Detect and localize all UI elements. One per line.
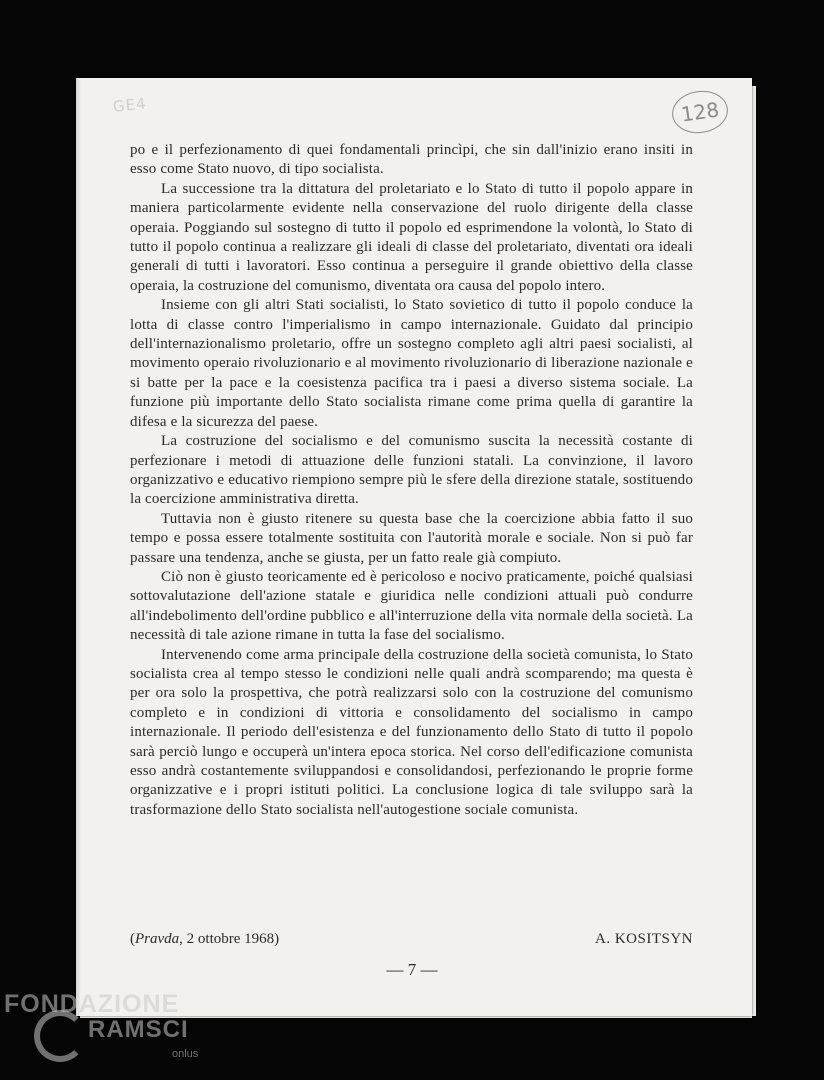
paragraph: Ciò non è giusto teoricamente ed è pericoloso e nocivo praticamente, poiché qualsiasi sottovalutazione dell'azione statale e giuridica nelle condizioni attuali può condurre all'indebolimento dell'ordine pubblico e all'interruzione della vita normale della società. La necessità di tale azione rimane in tutta la fase del socialismo. (130, 568, 693, 644)
pencil-annotation: GE4 (112, 94, 148, 116)
source-date: , 2 ottobre 1968) (179, 931, 280, 947)
watermark-logo (0, 990, 220, 1080)
source-citation (130, 931, 279, 948)
watermark-line2: RAMSCI (88, 1016, 189, 1043)
archive-page-stamp: 128 (669, 87, 730, 136)
page-number: — 7 — (386, 960, 438, 979)
article-footer (130, 931, 693, 953)
watermark-line3: onlus (172, 1048, 199, 1060)
watermark-line1: FONDAZIONE (4, 990, 180, 1018)
watermark-g-icon (34, 1010, 86, 1062)
source-open-paren: ( (130, 931, 135, 947)
paragraph: La successione tra la dittatura del proletariato e lo Stato di tutto il popolo appare in maniera particolarmente evidente nella conservazione del ruolo dirigente della classe operaia. Poggiando sul sostegno di tutto il popolo ed esprimendone la volontà, lo Stato di tutto il popolo continua a realizzare gli ideali di classe del proletariato, diventati ora ideali generali di tutti i lavoratori. Esso continua a perseguire il grande obiettivo della classe operaia, la costruzione del comunismo, diventata ora causa del popolo intero. (130, 180, 693, 294)
source-title: Pravda (135, 931, 180, 947)
paragraph: Tuttavia non è giusto ritenere su questa base che la coercizione abbia fatto il suo tempo e possa essere totalmente sostituita con l'autorità morale e sociale. Non si può far passare una tendenza, anche se giusta, per un fatto reale già compiuto. (130, 510, 693, 566)
paragraph: Intervenendo come arma principale della costruzione della società comunista, lo Stato socialista crea al tempo stesso le condizioni nelle quali andrà scomparendo; ma questa è per ora solo la prospettiva, che potrà realizzarsi solo con la costruzione del comunismo completo e in condizioni di vittoria e consolidamento del socialismo in campo internazionale. Il periodo dell'esistenza e del funzionamento dello Stato di tutto il popolo sarà perciò lungo e occuperà un'intera epoca storica. Nel corso dell'edificazione comunista esso andrà costantemente sviluppandosi e consolidandosi, perfezionando le proprie forme organizzative e i propri istituti politici. La conclusione logica di tale sviluppo sarà la trasformazione dello Stato socialista nell'autogestione sociale comunista. (130, 646, 693, 818)
paragraph: La costruzione del socialismo e del comunismo suscita la necessità costante di perfezionare i metodi di attuazione delle funzioni statali. La convinzione, il lavoro organizzativo e educativo riempiono sempre più le sfere della direzione statale, sostituendo la coercizione amministrativa diretta. (130, 433, 693, 508)
page-binding-shadow (76, 78, 81, 1016)
author-name: A. KOSITSYN (594, 931, 693, 947)
article-body (130, 141, 693, 820)
paragraph-continued: po e il perfezionamento di quei fondamentali princìpi, che sin dall'inizio erano insiti in esso come Stato nuovo, di tipo socialista. (130, 142, 693, 178)
paragraph: Insieme con gli altri Stati socialisti, lo Stato sovietico di tutto il popolo conduce la lotta di classe contro l'imperialismo in campo internazionale. Guidato dal principio dell'internazionalismo proletario, offre un sostegno completo agli altri paesi socialisti, al movimento operaio rivoluzionario e al movimento rivoluzionario di liberazione nazionale e si batte per la pace e la coesistenza pacifica tra i paesi a diverso sistema sociale. La funzione più importante dello Stato socialista rimane come prima quella di garantire la difesa e la sicurezza del paese. (130, 297, 693, 430)
